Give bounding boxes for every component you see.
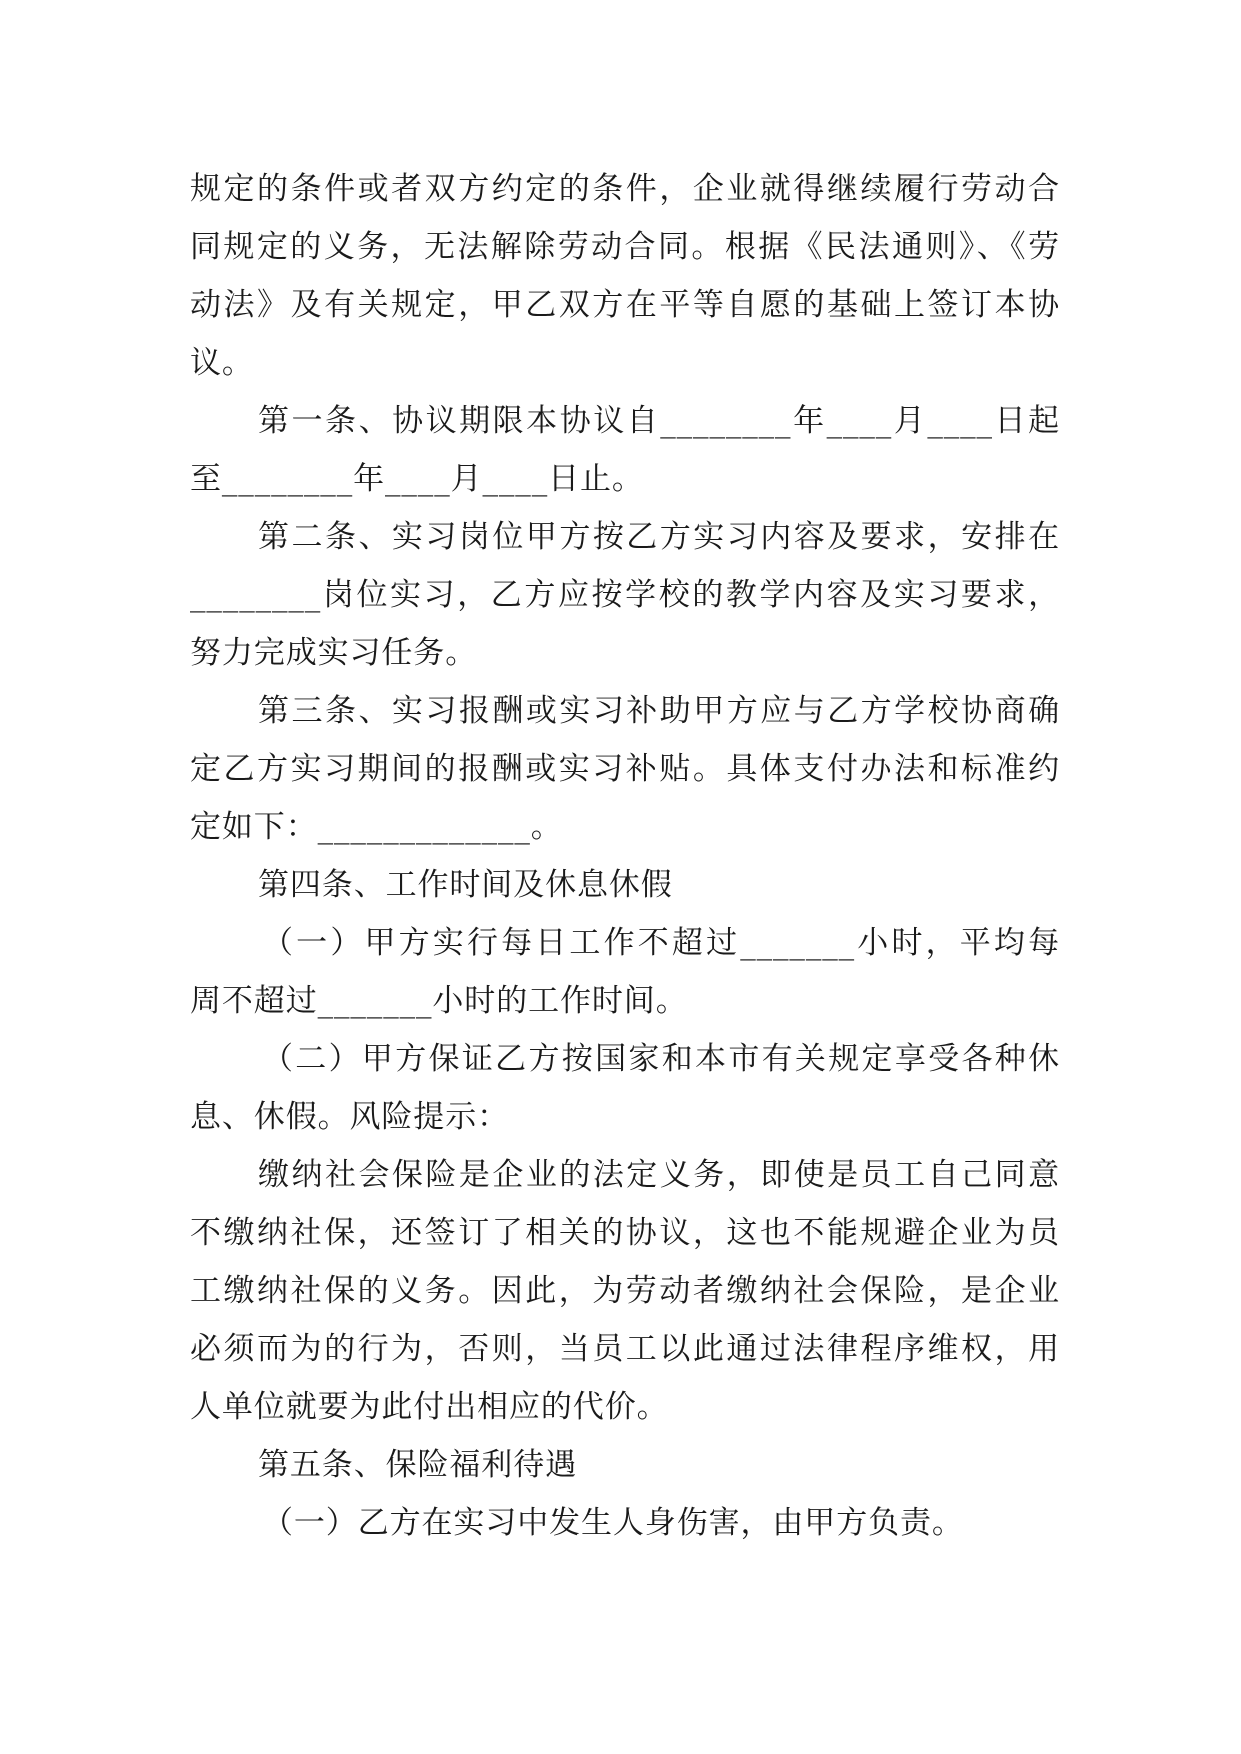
text-line: 定如下：_____________。 — [190, 809, 563, 845]
article-3-line: 第三条、实习报酬或实习补助甲方应与乙方学校协商确 — [258, 693, 1060, 729]
text-line: 至________年____月____日止。 — [190, 461, 644, 497]
clause-line: （二）甲方保证乙方按国家和本市有关规定享受各种休 — [262, 1041, 1060, 1077]
text-line: 周不超过_______小时的工作时间。 — [190, 983, 688, 1019]
clause-line: （一）乙方在实习中发生人身伤害，由甲方负责。 — [262, 1505, 964, 1541]
article-5-heading: 第五条、保险福利待遇 — [258, 1447, 577, 1483]
article-4-heading: 第四条、工作时间及休息休假 — [258, 867, 673, 903]
text-line: 规定的条件或者双方约定的条件，企业就得继续履行劳动合 — [190, 171, 1060, 207]
text-line: 息、休假。风险提示： — [190, 1099, 509, 1135]
document-body — [190, 160, 1060, 1552]
text-line: 人单位就要为此付出相应的代价。 — [190, 1389, 669, 1425]
text-line: 定乙方实习期间的报酬或实习补贴。具体支付办法和标准约 — [190, 751, 1060, 787]
text-line: 工缴纳社保的义务。因此，为劳动者缴纳社会保险，是企业 — [190, 1273, 1060, 1309]
text-line: 动法》及有关规定，甲乙双方在平等自愿的基础上签订本协 — [190, 287, 1060, 323]
clause-line: （一）甲方实行每日工作不超过_______小时，平均每 — [262, 925, 1060, 961]
text-line: 议。 — [190, 345, 254, 381]
text-line: 必须而为的行为，否则，当员工以此通过法律程序维权，用 — [190, 1331, 1060, 1367]
article-2-line: 第二条、实习岗位甲方按乙方实习内容及要求，安排在 — [258, 519, 1060, 555]
article-1-line: 第一条、协议期限本协议自________年____月____日起 — [258, 403, 1060, 439]
text-line: 不缴纳社保，还签订了相关的协议，这也不能规避企业为员 — [190, 1215, 1060, 1251]
risk-paragraph-line: 缴纳社会保险是企业的法定义务，即使是员工自己同意 — [258, 1157, 1060, 1193]
text-line: 同规定的义务，无法解除劳动合同。根据《民法通则》、《劳 — [190, 229, 1060, 265]
text-line: ________岗位实习，乙方应按学校的教学内容及实习要求， — [190, 577, 1060, 613]
text-line: 努力完成实习任务。 — [190, 635, 478, 671]
